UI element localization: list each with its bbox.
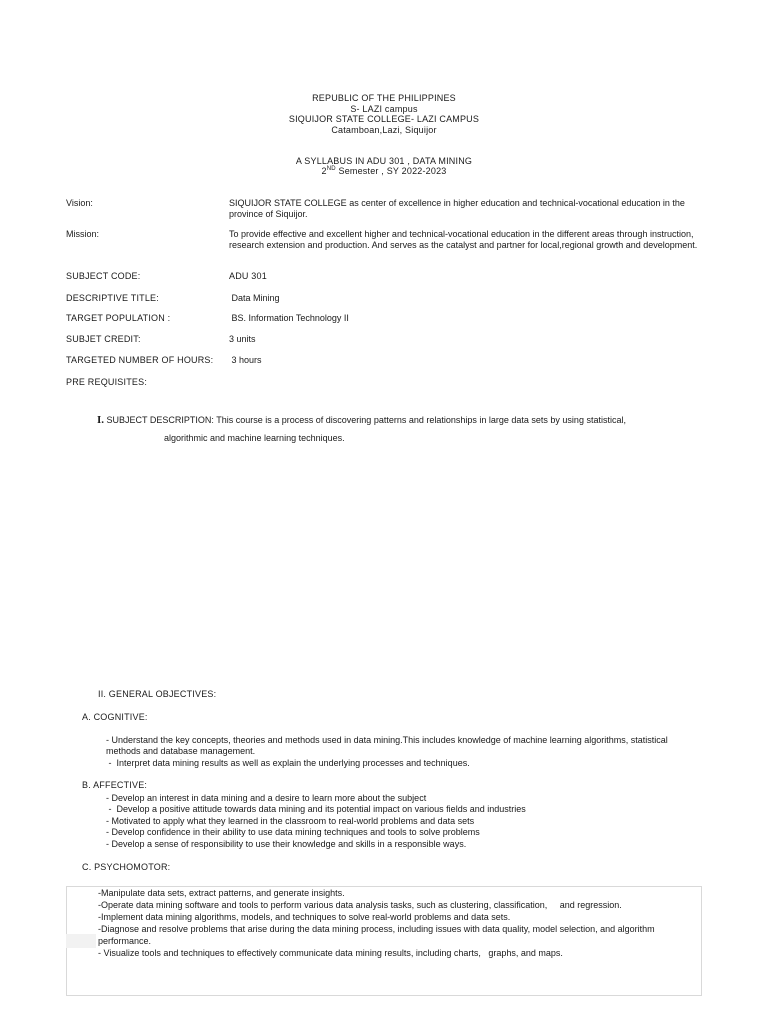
mission-label: Mission: (66, 229, 100, 239)
header-college-name: SIQUIJOR STATE COLLEGE- LAZI CAMPUS (288, 114, 480, 124)
prerequisites-label: PRE REQUISITES: (66, 377, 148, 387)
psychomotor-item: -Manipulate data sets, extract patterns, and generate insights. (98, 888, 345, 898)
psychomotor-item: -Implement data mining algorithms, models, and techniques to solve real-world problems and data sets. (98, 912, 511, 922)
vision-value: SIQUIJOR STATE COLLEGE as center of excellence in higher education and technical-vocational education in the province of Siquijor. (229, 198, 685, 219)
target-population-value: BS. Information Technology II (229, 313, 349, 323)
subject-credit-value: 3 units (229, 334, 256, 344)
descriptive-title-label: DESCRIPTIVE TITLE: (66, 293, 159, 303)
syllabus-title: A SYLLABUS IN ADU 301 , DATA MINING (295, 156, 473, 166)
affective-heading: B. AFFECTIVE: (82, 780, 148, 790)
subject-description-label: SUBJECT DESCRIPTION: This course (106, 415, 263, 425)
psychomotor-item: - Visualize tools and techniques to effectively communicate data mining results, including charts, graphs, and maps. (98, 948, 563, 958)
semester-line (0, 166, 768, 177)
target-population-label: TARGET POPULATION : (66, 313, 171, 323)
semester-superscript: ND (326, 166, 336, 172)
affective-item: - Develop a sense of responsibility to use their knowledge and skills in a responsible ways. (106, 839, 467, 849)
psychomotor-heading: C. PSYCHOMOTOR: (82, 862, 171, 872)
semester-text: Semester , SY 2022-2023 (335, 166, 447, 176)
header-campus-short: S- LAZI campus (350, 104, 418, 114)
descriptive-title-value: Data Mining (229, 293, 280, 303)
targeted-hours-value: 3 hours (229, 355, 262, 365)
section-numeral: I. (97, 414, 105, 426)
psychomotor-item: -Operate data mining software and tools to perform various data analysis tasks, such as clustering, classification, and regression. (98, 900, 622, 910)
general-objectives-heading: II. GENERAL OBJECTIVES: (98, 689, 217, 699)
cognitive-item: - Interpret data mining results as well as explain the underlying processes and techniques. (106, 758, 470, 768)
header-republic: REPUBLIC OF THE PHILIPPINES (312, 93, 456, 103)
cognitive-item: methods and database management. (106, 746, 256, 756)
subject-code-label: SUBJECT CODE: (66, 271, 141, 281)
subject-code-value: ADU 301 (229, 271, 267, 281)
semester-number: 2 (321, 166, 327, 176)
psychomotor-item: -Diagnose and resolve problems that arise during the data mining process, including issues with data quality, model selection, and algorithm (98, 924, 655, 934)
subject-description-continued: algorithmic and machine learning techniques. (164, 433, 345, 443)
affective-item: - Develop confidence in their ability to use data mining techniques and tools to solve problems (106, 827, 480, 837)
vision-label: Vision: (66, 198, 93, 208)
affective-item: - Motivated to apply what they learned in the classroom to real-world problems and data sets (106, 816, 475, 826)
affective-item: - Develop an interest in data mining and a desire to learn more about the subject (106, 793, 427, 803)
mission-value: To provide effective and excellent higher and technical-vocational education in the different areas through instruction, research extension and production. And serves as the catalyst and partner for local,regional growth and development. (229, 229, 698, 250)
subject-description (97, 415, 626, 426)
subject-description-text: is a process of discovering patterns and relationships in large data sets by using statistical, (262, 415, 626, 425)
affective-item: - Develop a positive attitude towards data mining and its potential impact on various fields and industries (106, 804, 526, 814)
targeted-hours-label: TARGETED NUMBER OF HOURS: (66, 355, 214, 365)
cognitive-item: - Understand the key concepts, theories and methods used in data mining.This includes knowledge of machine learning algorithms, statistical (106, 735, 668, 745)
header-address: Catamboan,Lazi, Siquijor (331, 125, 437, 135)
highlight-band (66, 934, 96, 948)
cognitive-heading: A. COGNITIVE: (82, 712, 148, 722)
psychomotor-item: performance. (98, 936, 152, 946)
subject-credit-label: SUBJET CREDIT: (66, 334, 141, 344)
